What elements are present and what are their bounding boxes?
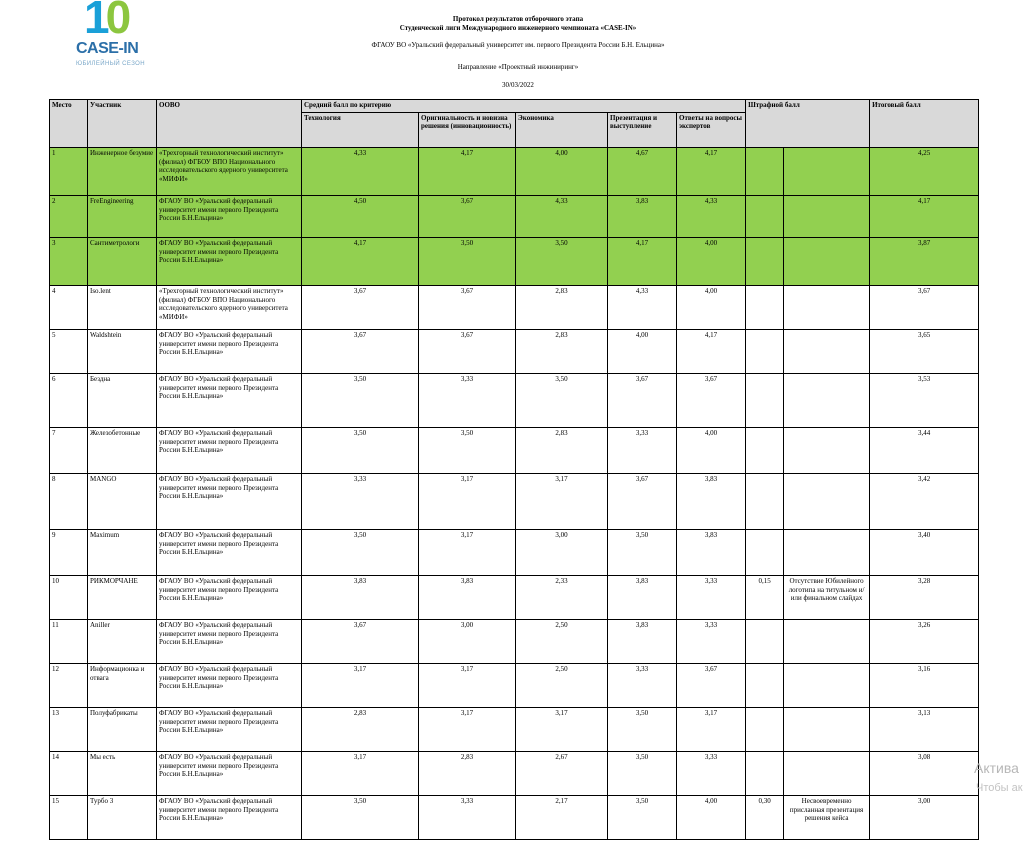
- pres-cell: 3,33: [608, 664, 677, 708]
- tech-cell: 3,67: [302, 620, 419, 664]
- econ-cell: 2,50: [516, 620, 608, 664]
- place-cell: 14: [50, 752, 88, 796]
- oovo-cell: ФГАОУ ВО «Уральский федеральный университет имени первого Президента России Б.Н.Ельцина»: [157, 330, 302, 374]
- league-title: Студенческой лиги Международного инженерного чемпионата «CASE-IN»: [399, 24, 637, 32]
- place-cell: 3: [50, 238, 88, 286]
- place-cell: 10: [50, 576, 88, 620]
- table-row: [50, 428, 979, 474]
- team-cell: Бездна: [88, 374, 157, 428]
- econ-cell: 2,67: [516, 752, 608, 796]
- pres-cell: 3,83: [608, 576, 677, 620]
- pres-cell: 3,50: [608, 708, 677, 752]
- tech-cell: 3,50: [302, 374, 419, 428]
- table-row: [50, 374, 979, 428]
- col-penalty: Штрафной балл: [746, 100, 870, 148]
- orig-cell: 3,33: [419, 796, 516, 840]
- place-cell: 13: [50, 708, 88, 752]
- penalty-cell: 0,30: [746, 796, 784, 840]
- team-cell: FreEngineering: [88, 196, 157, 238]
- team-cell: MANGO: [88, 474, 157, 530]
- pres-cell: 4,00: [608, 330, 677, 374]
- activation-watermark-sub: Чтобы ак: [976, 782, 1023, 794]
- orig-cell: 2,83: [419, 752, 516, 796]
- penalty-reason-cell: [784, 374, 870, 428]
- col-oovo: ООВО: [157, 100, 302, 148]
- pres-cell: 3,50: [608, 796, 677, 840]
- col-participant: Участник: [88, 100, 157, 148]
- table-row: [50, 620, 979, 664]
- total-cell: 3,53: [870, 374, 979, 428]
- orig-cell: 3,00: [419, 620, 516, 664]
- answers-cell: 3,33: [677, 752, 746, 796]
- total-cell: 3,42: [870, 474, 979, 530]
- answers-cell: 3,33: [677, 620, 746, 664]
- oovo-cell: ФГАОУ ВО «Уральский федеральный университет имени первого Президента России Б.Н.Ельцина»: [157, 474, 302, 530]
- col-place: Место: [50, 100, 88, 148]
- total-cell: 3,28: [870, 576, 979, 620]
- col-econ: Экономика: [516, 113, 608, 148]
- penalty-cell: [746, 620, 784, 664]
- tech-cell: 3,17: [302, 664, 419, 708]
- date-line: 30/03/2022: [502, 81, 534, 89]
- total-cell: 4,17: [870, 196, 979, 238]
- econ-cell: 4,00: [516, 148, 608, 196]
- econ-cell: 2,83: [516, 286, 608, 330]
- econ-cell: 3,50: [516, 374, 608, 428]
- col-total: Итоговый балл: [870, 100, 979, 148]
- answers-cell: 3,33: [677, 576, 746, 620]
- penalty-cell: [746, 708, 784, 752]
- orig-cell: 3,67: [419, 196, 516, 238]
- table-row: [50, 664, 979, 708]
- protocol-title: Протокол результатов отборочного этапа: [452, 15, 584, 23]
- tech-cell: 4,50: [302, 196, 419, 238]
- place-cell: 6: [50, 374, 88, 428]
- total-cell: 3,44: [870, 428, 979, 474]
- answers-cell: 3,67: [677, 664, 746, 708]
- answers-cell: 4,33: [677, 196, 746, 238]
- econ-cell: 3,50: [516, 238, 608, 286]
- tech-cell: 2,83: [302, 708, 419, 752]
- pres-cell: 3,50: [608, 530, 677, 576]
- answers-cell: 4,17: [677, 148, 746, 196]
- oovo-cell: ФГАОУ ВО «Уральский федеральный университет имени первого Президента России Б.Н.Ельцина»: [157, 708, 302, 752]
- tech-cell: 3,50: [302, 530, 419, 576]
- penalty-reason-cell: [784, 708, 870, 752]
- econ-cell: 3,17: [516, 708, 608, 752]
- econ-cell: 2,33: [516, 576, 608, 620]
- answers-cell: 4,00: [677, 238, 746, 286]
- oovo-cell: «Трехгорный технологический институт» (филиал) ФГБОУ ВПО Национального исследовательского ядерного университета «МИФИ»: [157, 148, 302, 196]
- econ-cell: 2,83: [516, 330, 608, 374]
- penalty-reason-cell: [784, 330, 870, 374]
- table-row: [50, 708, 979, 752]
- total-cell: 3,00: [870, 796, 979, 840]
- answers-cell: 4,17: [677, 330, 746, 374]
- table-row: [50, 330, 979, 374]
- pres-cell: 3,83: [608, 196, 677, 238]
- orig-cell: 3,67: [419, 286, 516, 330]
- penalty-cell: [746, 196, 784, 238]
- table-row: [50, 196, 979, 238]
- penalty-cell: [746, 330, 784, 374]
- answers-cell: 3,67: [677, 374, 746, 428]
- place-cell: 15: [50, 796, 88, 840]
- penalty-cell: [746, 148, 784, 196]
- tech-cell: 3,17: [302, 752, 419, 796]
- col-orig: Оригинальность и новизна решения (инновационность): [419, 113, 516, 148]
- pres-cell: 3,50: [608, 752, 677, 796]
- table-row: [50, 238, 979, 286]
- team-cell: Iso.lent: [88, 286, 157, 330]
- col-criteria-group: Средний балл по критерию: [302, 100, 746, 113]
- penalty-reason-cell: [784, 530, 870, 576]
- team-cell: Aniller: [88, 620, 157, 664]
- oovo-cell: ФГАОУ ВО «Уральский федеральный университет имени первого Президента России Б.Н.Ельцина»: [157, 428, 302, 474]
- table-row: [50, 148, 979, 196]
- tech-cell: 3,50: [302, 428, 419, 474]
- penalty-cell: [746, 474, 784, 530]
- team-cell: Железобетонные: [88, 428, 157, 474]
- orig-cell: 3,83: [419, 576, 516, 620]
- pres-cell: 3,83: [608, 620, 677, 664]
- place-cell: 12: [50, 664, 88, 708]
- results-table: [49, 99, 979, 840]
- col-tech: Технология: [302, 113, 419, 148]
- pres-cell: 4,33: [608, 286, 677, 330]
- penalty-reason-cell: Несвоевременно присланная презентация решения кейса: [784, 796, 870, 840]
- oovo-cell: ФГАОУ ВО «Уральский федеральный университет имени первого Президента России Б.Н.Ельцина»: [157, 530, 302, 576]
- pres-cell: 3,67: [608, 474, 677, 530]
- econ-cell: 3,17: [516, 474, 608, 530]
- pres-cell: 3,33: [608, 428, 677, 474]
- oovo-cell: ФГАОУ ВО «Уральский федеральный университет имени первого Президента России Б.Н.Ельцина»: [157, 238, 302, 286]
- oovo-cell: ФГАОУ ВО «Уральский федеральный университет имени первого Президента России Б.Н.Ельцина»: [157, 620, 302, 664]
- penalty-reason-cell: [784, 428, 870, 474]
- col-answers: Ответы на вопросы экспертов: [677, 113, 746, 148]
- penalty-cell: [746, 530, 784, 576]
- orig-cell: 3,67: [419, 330, 516, 374]
- total-cell: 3,26: [870, 620, 979, 664]
- penalty-cell: [746, 664, 784, 708]
- table-row: [50, 286, 979, 330]
- penalty-cell: 0,15: [746, 576, 784, 620]
- place-cell: 5: [50, 330, 88, 374]
- tech-cell: 3,83: [302, 576, 419, 620]
- place-cell: 11: [50, 620, 88, 664]
- place-cell: 2: [50, 196, 88, 238]
- team-cell: РИКМОРЧАНЕ: [88, 576, 157, 620]
- direction-line: Направление «Проектный инжиниринг»: [457, 63, 579, 71]
- table-row: [50, 796, 979, 840]
- penalty-cell: [746, 428, 784, 474]
- oovo-cell: ФГАОУ ВО «Уральский федеральный университет имени первого Президента России Б.Н.Ельцина»: [157, 752, 302, 796]
- logo-subtitle: ЮБИЛЕЙНЫЙ СЕЗОН: [76, 61, 145, 67]
- team-cell: Maximum: [88, 530, 157, 576]
- penalty-cell: [746, 238, 784, 286]
- orig-cell: 3,17: [419, 664, 516, 708]
- orig-cell: 3,50: [419, 428, 516, 474]
- answers-cell: 4,00: [677, 796, 746, 840]
- team-cell: Информационка и отвага: [88, 664, 157, 708]
- tech-cell: 3,33: [302, 474, 419, 530]
- penalty-cell: [746, 752, 784, 796]
- oovo-cell: ФГАОУ ВО «Уральский федеральный университет имени первого Президента России Б.Н.Ельцина»: [157, 796, 302, 840]
- logo-digit-one: 1: [84, 0, 106, 43]
- econ-cell: 2,17: [516, 796, 608, 840]
- orig-cell: 4,17: [419, 148, 516, 196]
- table-row: [50, 576, 979, 620]
- orig-cell: 3,33: [419, 374, 516, 428]
- answers-cell: 4,00: [677, 286, 746, 330]
- penalty-reason-cell: [784, 238, 870, 286]
- team-cell: Полуфабрикаты: [88, 708, 157, 752]
- answers-cell: 3,83: [677, 474, 746, 530]
- penalty-reason-cell: [784, 620, 870, 664]
- team-cell: Сантиметрологи: [88, 238, 157, 286]
- orig-cell: 3,17: [419, 474, 516, 530]
- penalty-cell: [746, 374, 784, 428]
- orig-cell: 3,17: [419, 530, 516, 576]
- oovo-cell: ФГАОУ ВО «Уральский федеральный университет имени первого Президента России Б.Н.Ельцина»: [157, 664, 302, 708]
- answers-cell: 3,17: [677, 708, 746, 752]
- penalty-reason-cell: [784, 664, 870, 708]
- penalty-reason-cell: Отсутствие Юбилейного логотипа на титульном и/или финальном слайдах: [784, 576, 870, 620]
- place-cell: 9: [50, 530, 88, 576]
- econ-cell: 2,83: [516, 428, 608, 474]
- penalty-reason-cell: [784, 474, 870, 530]
- logo-digit-zero: 0: [105, 0, 128, 43]
- penalty-cell: [746, 286, 784, 330]
- oovo-cell: «Трехгорный технологический институт» (филиал) ФГБОУ ВПО Национального исследовательского ядерного университета «МИФИ»: [157, 286, 302, 330]
- tech-cell: 4,33: [302, 148, 419, 196]
- col-pres: Презентация и выступление: [608, 113, 677, 148]
- place-cell: 1: [50, 148, 88, 196]
- total-cell: 3,40: [870, 530, 979, 576]
- total-cell: 3,16: [870, 664, 979, 708]
- answers-cell: 3,83: [677, 530, 746, 576]
- penalty-reason-cell: [784, 196, 870, 238]
- answers-cell: 4,00: [677, 428, 746, 474]
- total-cell: 3,13: [870, 708, 979, 752]
- total-cell: 4,25: [870, 148, 979, 196]
- tech-cell: 3,67: [302, 330, 419, 374]
- econ-cell: 2,50: [516, 664, 608, 708]
- place-cell: 8: [50, 474, 88, 530]
- total-cell: 3,67: [870, 286, 979, 330]
- table-row: [50, 530, 979, 576]
- oovo-cell: ФГАОУ ВО «Уральский федеральный университет имени первого Президента России Б.Н.Ельцина»: [157, 196, 302, 238]
- penalty-reason-cell: [784, 148, 870, 196]
- penalty-reason-cell: [784, 752, 870, 796]
- pres-cell: 4,17: [608, 238, 677, 286]
- pres-cell: 4,67: [608, 148, 677, 196]
- tech-cell: 3,67: [302, 286, 419, 330]
- place-cell: 4: [50, 286, 88, 330]
- table-row: [50, 474, 979, 530]
- econ-cell: 3,00: [516, 530, 608, 576]
- activation-watermark: Актива: [974, 760, 1019, 776]
- orig-cell: 3,50: [419, 238, 516, 286]
- pres-cell: 3,67: [608, 374, 677, 428]
- total-cell: 3,65: [870, 330, 979, 374]
- team-cell: Waldshtein: [88, 330, 157, 374]
- team-cell: Инженерное безумие: [88, 148, 157, 196]
- total-cell: 3,08: [870, 752, 979, 796]
- table-header-row: [50, 100, 979, 113]
- oovo-cell: ФГАОУ ВО «Уральский федеральный университет имени первого Президента России Б.Н.Ельцина»: [157, 374, 302, 428]
- tech-cell: 4,17: [302, 238, 419, 286]
- place-cell: 7: [50, 428, 88, 474]
- orig-cell: 3,17: [419, 708, 516, 752]
- university-line: ФГАОУ ВО «Уральский федеральный университет им. первого Президента России Б.Н. Ельцина»: [371, 41, 665, 49]
- team-cell: Мы есть: [88, 752, 157, 796]
- team-cell: Турбо 3: [88, 796, 157, 840]
- table-row: [50, 752, 979, 796]
- logo-brand: CASE-IN: [76, 40, 139, 57]
- total-cell: 3,87: [870, 238, 979, 286]
- penalty-reason-cell: [784, 286, 870, 330]
- tech-cell: 3,50: [302, 796, 419, 840]
- oovo-cell: ФГАОУ ВО «Уральский федеральный университет имени первого Президента России Б.Н.Ельцина»: [157, 576, 302, 620]
- econ-cell: 4,33: [516, 196, 608, 238]
